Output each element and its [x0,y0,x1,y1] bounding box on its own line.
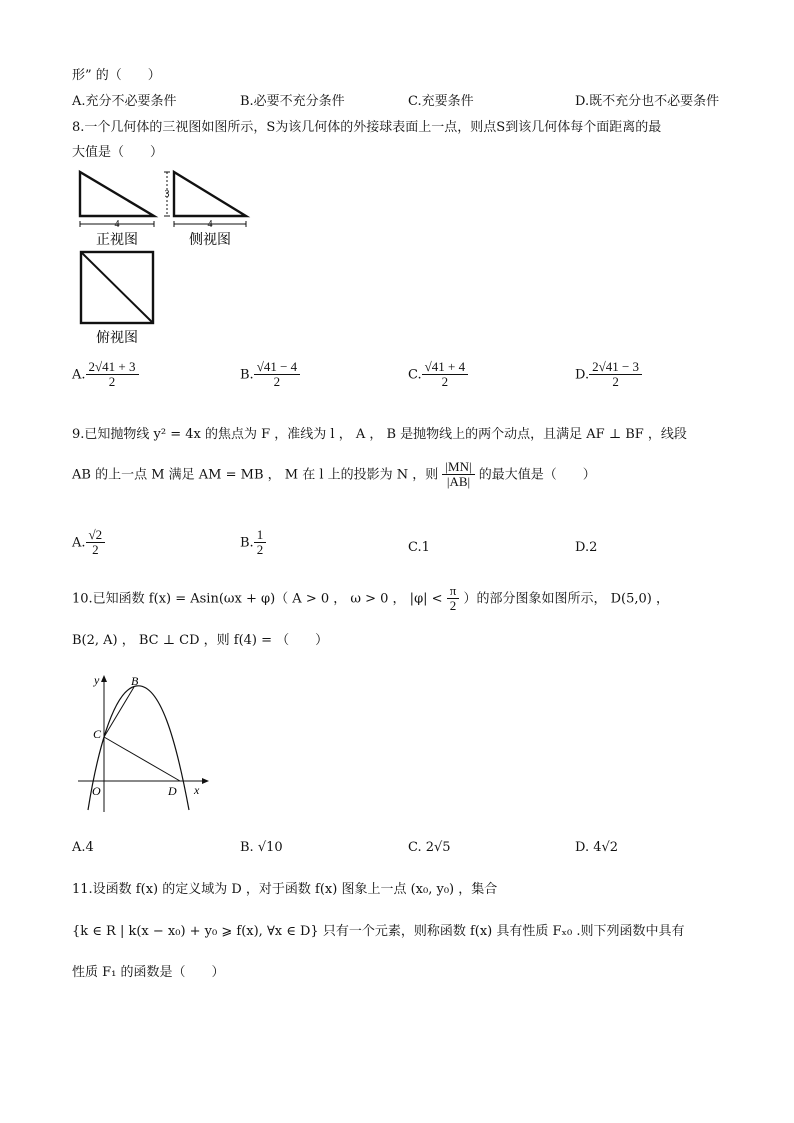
q7-option-c[interactable]: C.充要条件 [408,94,474,109]
q10-option-a[interactable]: A.4 [72,840,94,855]
side-height-label: 3 [164,189,170,200]
segment-cd [104,737,180,781]
q10-stem-line1: 10.已知函数 f(x) = Asin(ωx + φ)（ A > 0 ， ω > 0 ， |φ| < $\frac{\pi}{2}$ ）的部分图象如图所示， D(5,0) ， [72,583,669,614]
point-d-label: D [168,784,177,798]
point-b-label: B [131,674,139,688]
top-view-label: 俯视图 [96,331,138,346]
q8-option-c[interactable]: C. $\frac{√41 + 4}{2}$ [408,360,468,390]
q9-stem-line1: 9.已知抛物线 y² = 4x 的焦点为 F ，准线为 l ， A ， B 是抛物线上的两个动点，且满足 AF ⊥ BF ，线段 [72,427,687,442]
q10-option-b[interactable]: B. √10 [240,840,283,855]
q11-stem-line3: 性质 F₁ 的函数是（ ） [72,965,225,980]
q11-stem-line1: 11.设函数 f(x) 的定义域为 D ，对于函数 f(x) 图象上一点 (x₀, y₀) ，集合 [72,882,498,897]
front-view-label: 正视图 [96,233,138,248]
front-width-label: 4 [114,219,120,230]
segment-bc [104,687,134,737]
q10-stem-line2: B(2, A) ， BC ⊥ CD ，则 f(4) = （ ） [72,633,329,648]
side-view [164,172,246,248]
front-view [80,172,154,248]
three-view-diagram [72,166,272,346]
q7-tail-text: 形” 的（ ） [72,68,161,83]
sine-graph [72,670,212,815]
q9-option-b[interactable]: B. $\frac{1}{2}$ [240,528,266,558]
origin-label: O [92,784,101,798]
point-c-label: C [93,727,102,741]
side-view-label: 侧视图 [189,233,231,248]
q10-option-c[interactable]: C. 2√5 [408,840,451,855]
top-view [81,252,153,346]
q9-option-a[interactable]: A. $\frac{√2}{2}$ [72,528,105,558]
q8-stem-line1: 8.一个几何体的三视图如图所示，S为该几何体的外接球表面上一点，则点S到该几何体每个面距离的最 [72,120,662,135]
side-width-label: 4 [207,219,213,230]
q8-option-d[interactable]: D. $\frac{2√41 - 3}{2}$ [575,360,642,390]
q11-stem-line2: {k ∈ R | k(x − x₀) + y₀ ⩾ f(x), ∀x ∈ D} 只有一个元素，则称函数 f(x) 具有性质 Fₓ₀ .则下列函数中具有 [72,924,685,939]
y-axis-label: y [94,673,100,687]
x-axis-label: x [194,783,200,797]
q7-option-d[interactable]: D.既不充分也不必要条件 [575,94,720,109]
q9-option-d[interactable]: D.2 [575,540,598,555]
q8-option-a[interactable]: A. $\frac{2√41 + 3}{2}$ [72,360,139,390]
q9-stem-line2: AB 的上一点 M 满足 AM = MB ， M 在 l 上的投影为 N ，则 $\frac{|MN|}{|AB|}$ 的最大值是（ ） [72,459,596,490]
q10-option-d[interactable]: D. 4√2 [575,840,619,855]
q9-option-c[interactable]: C.1 [408,540,430,555]
q7-option-a[interactable]: A.充分不必要条件 [72,94,177,109]
q7-option-b[interactable]: B.必要不充分条件 [240,94,345,109]
q8-stem-line2: 大值是（ ） [72,145,164,160]
q8-option-b[interactable]: B. $\frac{√41 - 4}{2}$ [240,360,300,390]
